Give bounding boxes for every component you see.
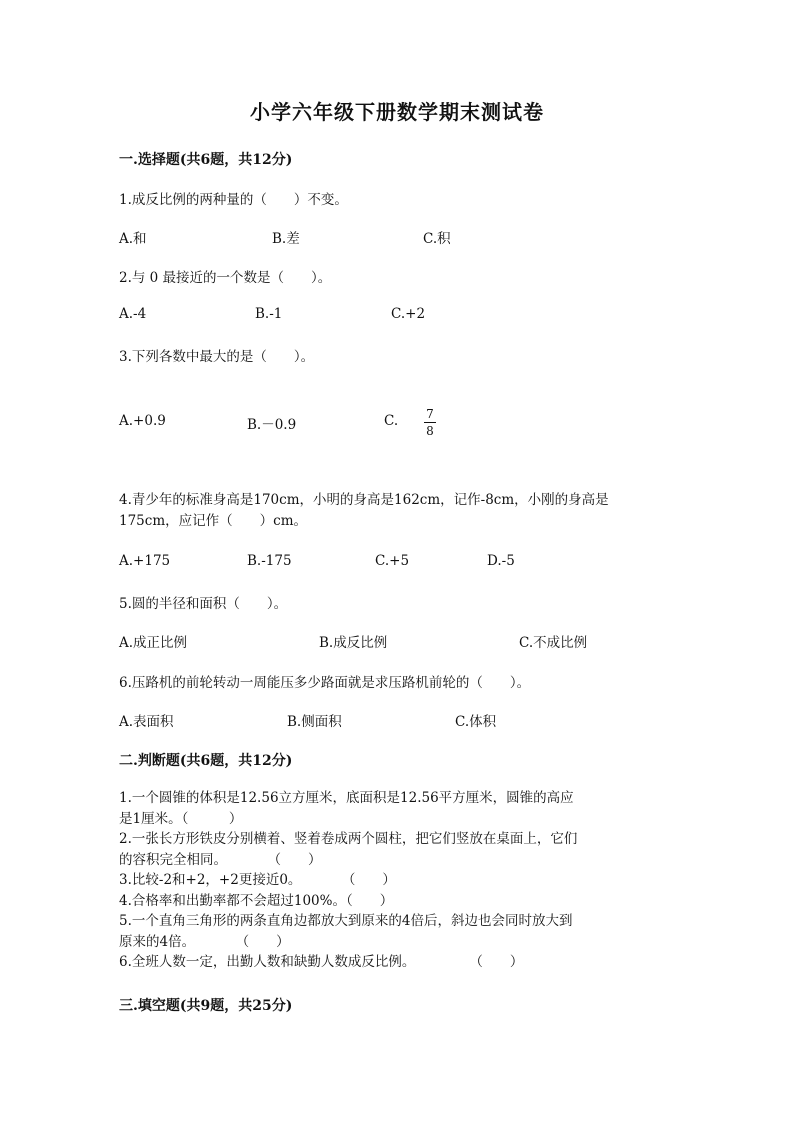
question-3-option-c: C. — [384, 413, 399, 429]
question-4-option-a: A.+175 — [119, 553, 171, 569]
question-1-option-b: B.差 — [272, 231, 300, 247]
question-5-stem: 5.圆的半径和面积（ ）。 — [119, 596, 288, 612]
question-4-stem-line-1: 4.青少年的标准身高是170cm，小明的身高是162cm，记作-8cm，小刚的身高是 — [119, 492, 609, 508]
judgement-1-line-2: 是1厘米。（ ） — [119, 810, 243, 827]
fraction-bar — [424, 422, 436, 423]
section-judge-heading: 二.判断题(共6题，共12分) — [119, 753, 293, 769]
judgement-3-line-1: 3.比较-2和+2，+2更接近0。 （ ） — [119, 872, 396, 888]
question-5-option-b: B.成反比例 — [319, 635, 388, 651]
judgement-1-line-1: 1.一个圆锥的体积是12.56立方厘米，底面积是12.56平方厘米，圆锥的高应 — [119, 790, 574, 806]
judgement-item — [119, 911, 679, 952]
question-1-stem: 1.成反比例的两种量的（ ）不变。 — [119, 192, 348, 208]
question-4-option-c: C.+5 — [375, 553, 410, 569]
fraction-seven-eighths — [423, 407, 437, 438]
question-2-stem: 2.与 0 最接近的一个数是（ ）。 — [119, 270, 332, 286]
judgement-list — [119, 788, 679, 973]
question-1-option-a: A.和 — [119, 231, 147, 247]
judgement-2-line-1: 2.一张长方形铁皮分别横着、竖着卷成两个圆柱，把它们竖放在桌面上，它们 — [119, 831, 578, 847]
question-4-option-d: D.-5 — [487, 553, 515, 569]
question-4-stem-line-2: 175cm，应记作（ ）cm。 — [119, 513, 307, 529]
page-title: 小学六年级下册数学期末测试卷 — [250, 100, 544, 124]
judgement-6-line-1: 6.全班人数一定，出勤人数和缺勤人数成反比例。 （ ） — [119, 954, 524, 970]
question-2-option-a: A.-4 — [119, 306, 147, 322]
question-6-option-a: A.表面积 — [119, 714, 174, 730]
fraction-numerator: 7 — [426, 407, 434, 421]
question-3-stem: 3.下列各数中最大的是（ ）。 — [119, 349, 315, 365]
judgement-item — [119, 829, 679, 870]
question-3-option-a: A.+0.9 — [119, 413, 166, 429]
question-1-option-c: C.积 — [423, 231, 451, 247]
fraction-denominator: 8 — [426, 424, 434, 438]
judgement-item — [119, 952, 679, 973]
section-fill-heading: 三.填空题(共9题，共25分) — [119, 998, 293, 1014]
judgement-5-line-1: 5.一个直角三角形的两条直角边都放大到原来的4倍后，斜边也会同时放大到 — [119, 913, 573, 929]
question-2-option-c: C.+2 — [391, 306, 426, 322]
question-2-option-b: B.-1 — [255, 306, 283, 322]
question-5-option-a: A.成正比例 — [119, 635, 188, 651]
question-4-stem — [119, 490, 679, 532]
question-5-option-c: C.不成比例 — [519, 635, 588, 651]
judgement-item — [119, 788, 679, 829]
question-6-option-c: C.体积 — [455, 714, 497, 730]
judgement-item — [119, 870, 679, 891]
question-3-option-b: B.－0.9 — [247, 417, 297, 433]
question-4-option-b: B.-175 — [247, 553, 292, 569]
judgement-4-line-1: 4.合格率和出勤率都不会超过100%。（ ） — [119, 892, 394, 909]
section-choice-heading: 一.选择题(共6题，共12分) — [119, 152, 293, 168]
judgement-item — [119, 891, 679, 912]
question-6-option-b: B.侧面积 — [287, 714, 342, 730]
question-6-stem: 6.压路机的前轮转动一周能压多少路面就是求压路机前轮的（ ）。 — [119, 675, 531, 691]
judgement-2-line-2: 的容积完全相同。 （ ） — [119, 851, 322, 868]
judgement-5-line-2: 原来的4倍。 （ ） — [119, 933, 290, 950]
